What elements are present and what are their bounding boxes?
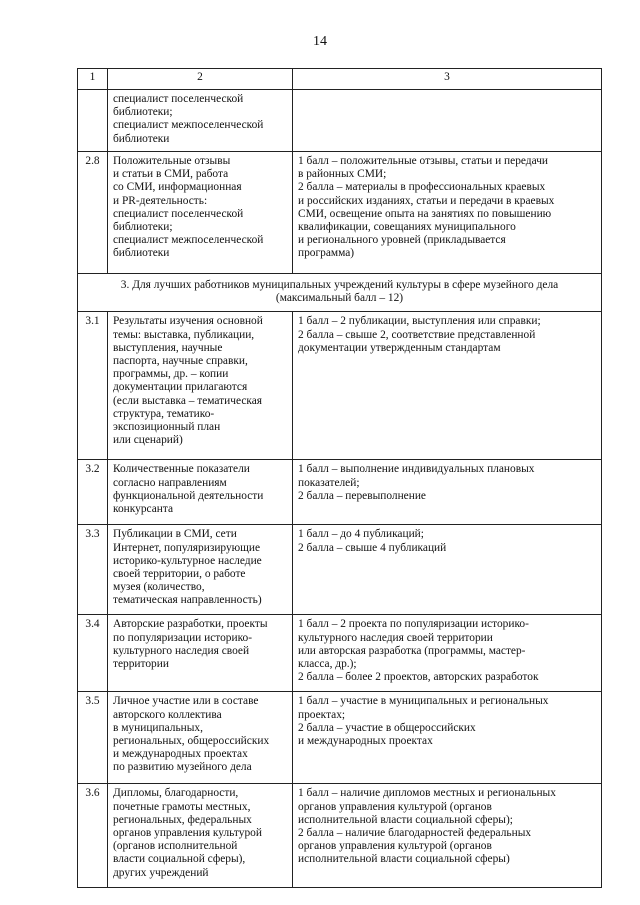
- criterion-text-line: (органов исполнительной: [113, 840, 238, 853]
- header-cell-1: 1: [78, 69, 108, 90]
- criterion-text-line: Личное участие или в составе: [113, 695, 259, 708]
- header-row: [78, 69, 602, 90]
- criterion-cell: [108, 460, 293, 525]
- header-cell-2: 2: [108, 69, 293, 90]
- criterion-cell: [108, 90, 293, 152]
- criterion-text-line: экспозиционный план: [113, 421, 221, 434]
- criterion-text-line: и международных проектах: [113, 748, 248, 761]
- criterion-text-line: и статьи в СМИ, работа: [113, 168, 229, 181]
- score-text-line: 2 балла – свыше 2, соответствие представленной: [298, 328, 536, 341]
- criterion-text-line: Результаты изучения основной: [113, 315, 263, 328]
- criterion-text-line: функциональной деятельности: [113, 489, 264, 502]
- score-text-line: и международных проектах: [298, 735, 433, 748]
- criterion-cell: [108, 525, 293, 615]
- header-cell-3: 3: [293, 69, 602, 90]
- criterion-text-line: в муниципальных,: [113, 721, 203, 734]
- page-number: 14: [313, 34, 327, 49]
- row-number-cell: 3.4: [78, 615, 108, 692]
- criterion-text-line: программы, др. – копии: [113, 368, 229, 381]
- criterion-text-line: по популяризации историко-: [113, 631, 253, 644]
- criterion-text-line: региональных, федеральных: [113, 813, 252, 826]
- section-title: 3. Для лучших работников муниципальных учреждений культуры в сфере музейного дела: [120, 279, 559, 291]
- score-cell: [293, 152, 602, 274]
- criterion-text-line: территории: [113, 658, 169, 671]
- criterion-text-line: органов управления культурой: [113, 827, 262, 840]
- score-cell: [293, 692, 602, 784]
- score-cell: [293, 784, 602, 888]
- criterion-cell: [108, 152, 293, 274]
- criterion-text-line: и PR-деятельность:: [113, 194, 208, 207]
- criterion-text-line: библиотеки: [113, 247, 170, 260]
- criteria-table: [77, 68, 602, 888]
- criterion-text-line: Авторские разработки, проекты: [113, 618, 268, 631]
- criterion-text-line: тематическая направленность): [113, 594, 262, 607]
- score-cell: [293, 90, 602, 152]
- score-text-line: и российских изданиях, статьи и передачи в краевых: [298, 194, 555, 207]
- score-text-line: или авторская разработка (программы, мастер-: [298, 644, 526, 657]
- score-text-line: квалификации, совещаниях муниципального: [298, 221, 516, 234]
- criterion-text-line: Дипломы, благодарности,: [113, 787, 239, 800]
- criterion-text-line: других учреждений: [113, 866, 209, 879]
- score-text-line: 2 балла – материалы в профессиональных краевых: [298, 181, 546, 194]
- row-number-cell: 3.2: [78, 460, 108, 525]
- score-text-line: в районных СМИ;: [298, 168, 387, 181]
- criterion-text-line: Интернет, популяризирующие: [113, 541, 261, 554]
- score-text-line: программа): [298, 247, 355, 260]
- criterion-text-line: по развитию музейного дела: [113, 761, 252, 774]
- row-number-cell: 3.6: [78, 784, 108, 888]
- score-text-line: 2 балла – более 2 проектов, авторских разработок: [298, 671, 539, 684]
- criterion-text-line: (если выставка – тематическая: [113, 394, 263, 407]
- score-text-line: класса, др.);: [298, 658, 357, 671]
- criterion-text-line: власти социальной сферы),: [113, 853, 246, 866]
- criterion-text-line: региональных, общероссийских: [113, 735, 270, 748]
- criterion-text-line: паспорта, научные справки,: [113, 355, 248, 368]
- score-text-line: 2 балла – участие в общероссийских: [298, 721, 476, 734]
- score-text-line: показателей;: [298, 476, 360, 489]
- table-row: [78, 784, 602, 888]
- table-row: [78, 312, 602, 460]
- criterion-cell: [108, 312, 293, 460]
- score-text-line: документации утвержденным стандартам: [298, 341, 501, 354]
- score-cell: [293, 615, 602, 692]
- section-subtitle: (максимальный балл – 12): [275, 292, 404, 305]
- criterion-text-line: Публикации в СМИ, сети: [113, 528, 237, 541]
- criterion-text-line: историко-культурное наследие: [113, 554, 262, 567]
- score-text-line: 1 балл – участие в муниципальных и региональных: [298, 695, 549, 708]
- score-text-line: проектах;: [298, 708, 346, 721]
- row-number-cell: 3.5: [78, 692, 108, 784]
- score-text-line: исполнительной власти социальной сферы): [298, 853, 510, 866]
- criterion-text-line: Количественные показатели: [113, 463, 250, 476]
- score-cell: [293, 460, 602, 525]
- row-number-cell: 3.1: [78, 312, 108, 460]
- criterion-text-line: почетные грамоты местных,: [113, 800, 251, 813]
- criterion-cell: [108, 615, 293, 692]
- table-row: [78, 692, 602, 784]
- criterion-text-line: библиотеки;: [113, 221, 173, 234]
- criterion-text-line: темы: выставка, публикации,: [113, 328, 255, 341]
- score-cell: [293, 525, 602, 615]
- criterion-text-line: культурного наследия своей: [113, 644, 250, 657]
- row-number-cell: 2.8: [78, 152, 108, 274]
- score-cell: [293, 312, 602, 460]
- score-text-line: 2 балла – перевыполнение: [298, 489, 426, 502]
- score-text-line: органов управления культурой (органов: [298, 800, 492, 813]
- row-number-cell: [78, 90, 108, 152]
- criterion-text-line: документации прилагаются: [113, 381, 248, 394]
- criterion-text-line: специалист межпоселенческой: [113, 119, 264, 132]
- table-row: [78, 615, 602, 692]
- table-row: [78, 152, 602, 274]
- criterion-cell: [108, 784, 293, 888]
- score-text-line: СМИ, освещение опыта на занятиях по повышению: [298, 207, 552, 220]
- table-row: [78, 525, 602, 615]
- score-text-line: и регионального уровней (прикладывается: [298, 234, 506, 247]
- criterion-text-line: специалист межпоселенческой: [113, 234, 264, 247]
- score-text-line: органов управления культурой (органов: [298, 840, 492, 853]
- score-text-line: 1 балл – 2 проекта по популяризации историко-: [298, 618, 529, 631]
- table-row: [78, 90, 602, 152]
- criterion-text-line: или сценарий): [113, 434, 183, 447]
- score-text-line: 1 балл – положительные отзывы, статьи и передачи: [298, 155, 549, 167]
- section-header-cell: [78, 274, 602, 312]
- criterion-text-line: согласно направлениям: [113, 476, 227, 489]
- criterion-text-line: конкурсанта: [113, 503, 174, 516]
- row-number-cell: 3.3: [78, 525, 108, 615]
- score-text-line: 1 балл – 2 публикации, выступления или справки;: [298, 315, 541, 328]
- table-row: [78, 460, 602, 525]
- score-text-line: 1 балл – до 4 публикаций;: [298, 528, 424, 541]
- criterion-text-line: Положительные отзывы: [113, 155, 231, 167]
- criterion-text-line: музея (количество,: [113, 581, 205, 594]
- criterion-text-line: специалист поселенческой: [113, 207, 244, 220]
- score-text-line: 1 балл – выполнение индивидуальных плановых: [298, 463, 535, 476]
- criterion-text-line: библиотеки: [113, 132, 170, 145]
- criterion-text-line: со СМИ, информационная: [113, 181, 242, 194]
- criterion-cell: [108, 692, 293, 784]
- criterion-text-line: специалист поселенческой: [113, 93, 244, 105]
- score-text-line: 2 балла – наличие благодарностей федеральных: [298, 827, 532, 840]
- criterion-text-line: структура, тематико-: [113, 407, 215, 420]
- score-text-line: 2 балла – свыше 4 публикаций: [298, 541, 447, 554]
- score-text-line: исполнительной власти социальной сферы);: [298, 813, 513, 826]
- criterion-text-line: своей территории, о работе: [113, 568, 246, 581]
- criterion-text-line: авторского коллектива: [113, 708, 222, 721]
- section-header-row: [78, 274, 602, 312]
- score-text-line: культурного наследия своей территории: [298, 631, 493, 644]
- criterion-text-line: библиотеки;: [113, 106, 173, 119]
- criterion-text-line: выступления, научные: [113, 341, 223, 354]
- score-text-line: 1 балл – наличие дипломов местных и региональных: [298, 787, 556, 800]
